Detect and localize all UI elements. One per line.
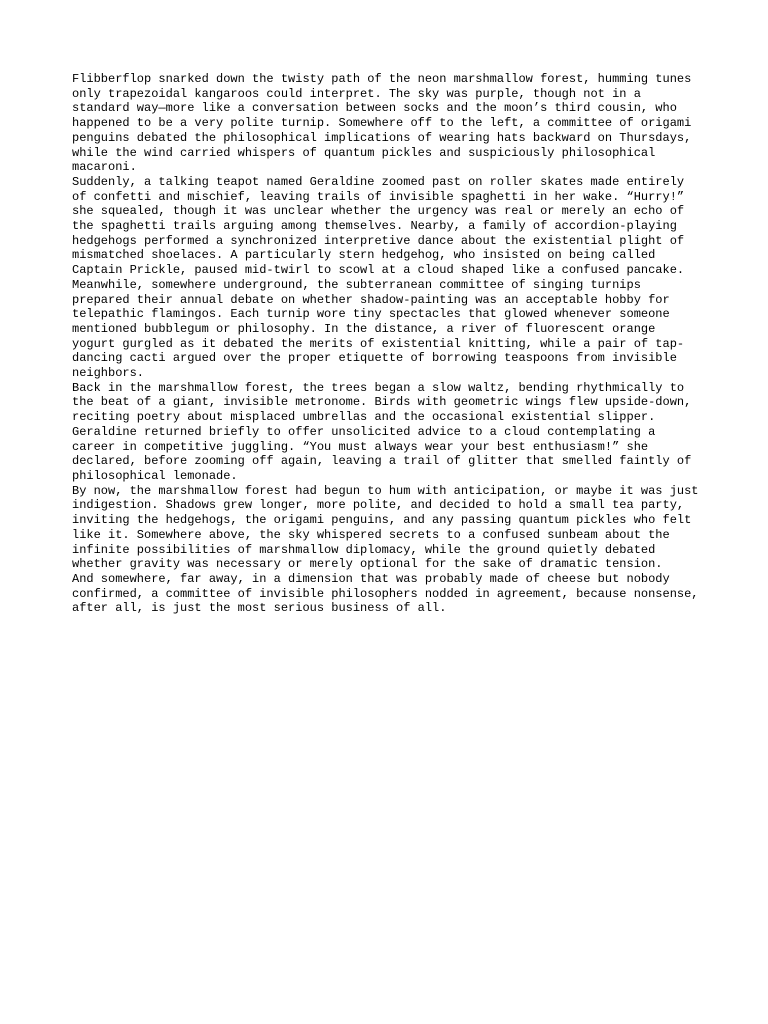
document-page — [72, 72, 702, 616]
paragraph-5: By now, the marshmallow forest had begun to hum with anticipation, or maybe it was just indigestion. Shadows grew longer, more polite, and decided to hold a small tea party, inviting the hedgehogs, the origami penguins, and any passing quantum pickles who felt like it. Somewhere above, the sky whispered secrets to a confused sunbeam about the infinite possibilities of marshmallow diplomacy, while the ground quietly debated whether gravity was necessary or merely optional for the sake of dramatic tension. — [72, 483, 699, 572]
paragraph-2: Suddenly, a talking teapot named Geraldine zoomed past on roller skates made entirely of confetti and mischief, leaving trails of invisible spaghetti in her wake. “Hurry!” she squealed, though it was unclear whether the urgency was real or merely an echo of the spaghetti trails arguing among themselves. Nearby, a family of accordion-playing hedgehogs performed a synchronized interpretive dance about the existential plight of mismatched shoelaces. A particularly stern hedgehog, who insisted on being called Captain Prickle, paused mid-twirl to scowl at a cloud shaped like a confused pancake. — [72, 174, 685, 278]
paragraph-3: Meanwhile, somewhere underground, the subterranean committee of singing turnips prepared their annual debate on whether shadow-painting was an acceptable hobby for telepathic flamingos. Each turnip wore tiny spectacles that glowed whenever someone mentioned bubblegum or philosophy. In the distance, a river of fluorescent orange yogurt gurgled as it debated the merits of existential knitting, while a pair of tap-dancing cacti argued over the proper etiquette of borrowing teaspoons from invisible neighbors. — [72, 277, 685, 381]
paragraph-1: Flibberflop snarked down the twisty path of the neon marshmallow forest, humming tunes only trapezoidal kangaroos could interpret. The sky was purple, though not in a standard way—more like a conversation between socks and the moon’s third cousin, who happened to be a very polite turnip. Somewhere off to the left, a committee of origami penguins debated the philosophical implications of wearing hats backward on Thursdays, while the wind carried whispers of quantum pickles and suspiciously philosophical macaroni. — [72, 72, 692, 175]
paragraph-6: And somewhere, far away, in a dimension that was probably made of cheese but nobody confirmed, a committee of invisible philosophers nodded in agreement, because nonsense, after all, is just the most serious business of all. — [72, 571, 699, 616]
paragraph-4: Back in the marshmallow forest, the trees began a slow waltz, bending rhythmically to the beat of a giant, invisible metronome. Birds with geometric wings flew upside-down, reciting poetry about misplaced umbrellas and the occasional existential slipper. Geraldine returned briefly to offer unsolicited advice to a cloud contemplating a career in competitive juggling. “You must always wear your best enthusiasm!” she declared, before zooming off again, leaving a trail of glitter that smelled faintly of philosophical lemonade. — [72, 380, 692, 483]
